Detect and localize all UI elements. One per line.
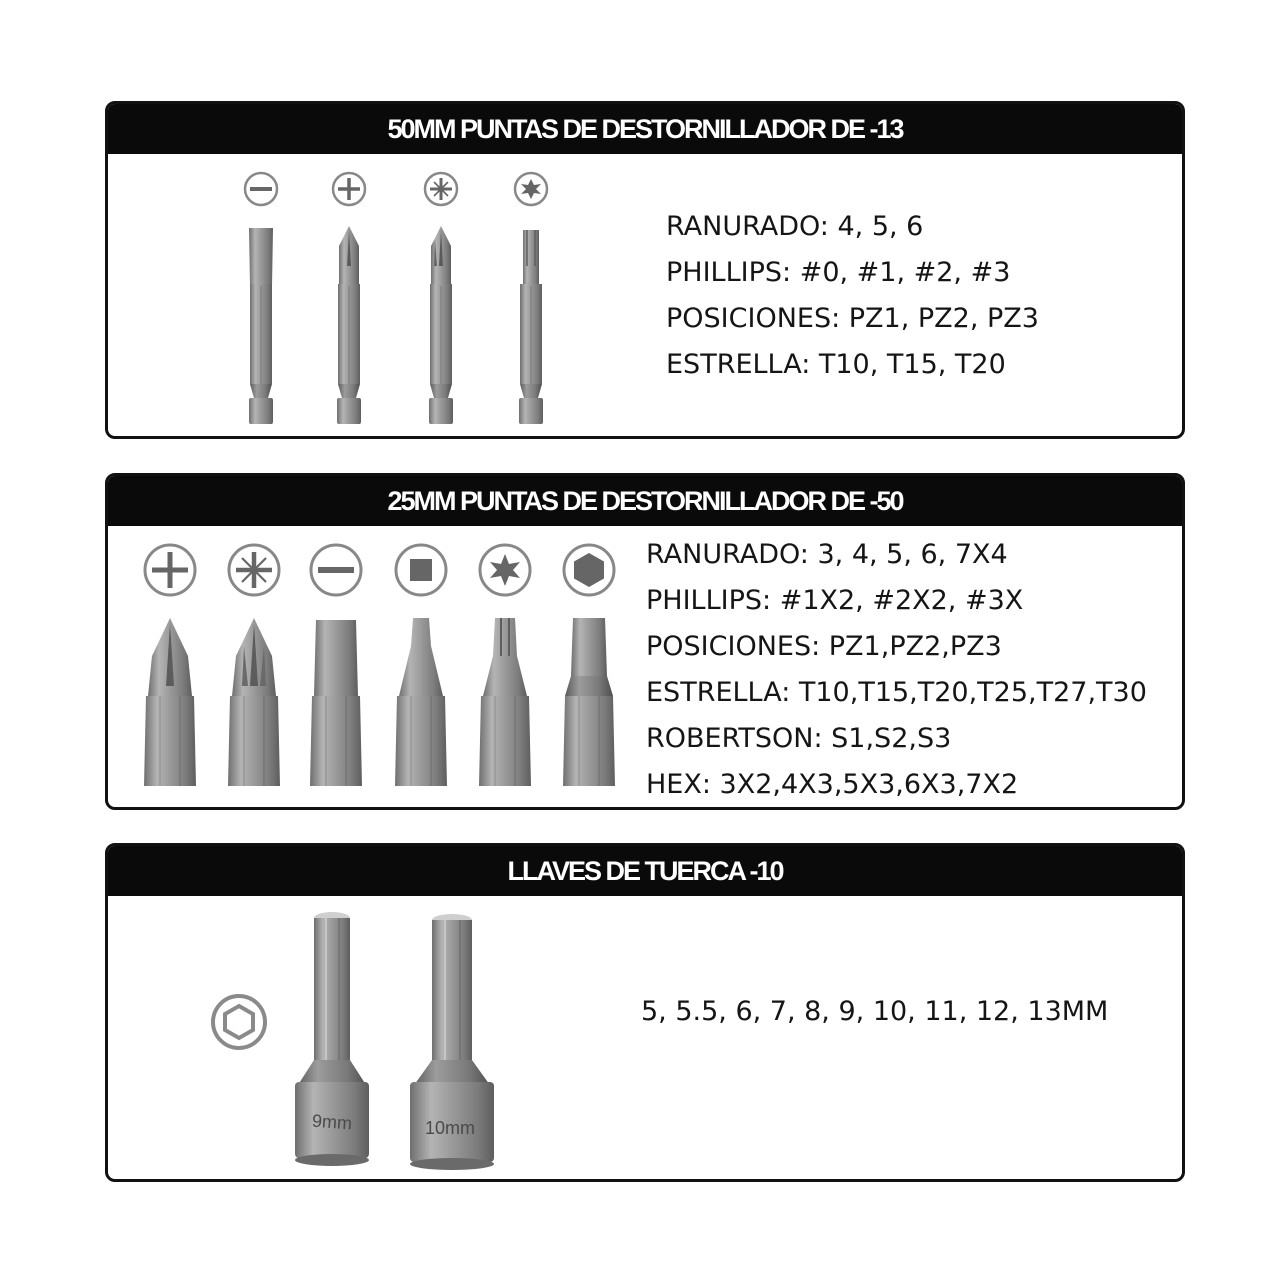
phillips-bit-25mm (140, 616, 200, 796)
pozidriv-icon (226, 542, 282, 598)
spec-line-posiciones: POSICIONES: PZ1, PZ2, PZ3 (666, 303, 1039, 334)
nut-driver-sizes: 5, 5.5, 6, 7, 8, 9, 10, 11, 12, 13MM (641, 996, 1109, 1027)
spec-line-estrella: ESTRELLA: T10,T15,T20,T25,T27,T30 (646, 677, 1147, 708)
torx-icon (513, 171, 549, 207)
spec-line-ranurado: RANURADO: 3, 4, 5, 6, 7X4 (646, 539, 1008, 570)
torx-bit-50mm (511, 226, 551, 426)
spec-line-phillips: PHILLIPS: #0, #1, #2, #3 (666, 257, 1011, 288)
panel-50mm-bits (105, 101, 1185, 439)
spec-line-phillips: PHILLIPS: #1X2, #2X2, #3X (646, 585, 1024, 616)
spec-list (646, 532, 1147, 808)
spec-line-hex: HEX: 3X2,4X3,5X3,6X3,7X2 (646, 769, 1019, 800)
pozidriv-icon (423, 171, 459, 207)
panel-title: LLAVES DE TUERCA -10 (108, 846, 1182, 896)
hex-icon (561, 542, 617, 598)
pozidriv-bit-50mm (421, 226, 461, 426)
hex-nut-icon (210, 993, 268, 1051)
phillips-bit-50mm (329, 226, 369, 426)
slotted-bit-25mm (306, 616, 366, 796)
hex-bit-25mm (559, 616, 619, 796)
spec-line-ranurado: RANURADO: 4, 5, 6 (666, 211, 924, 242)
torx-icon (477, 542, 533, 598)
slotted-icon (243, 171, 279, 207)
nut-driver-9mm (292, 910, 372, 1170)
panel-nut-drivers (105, 843, 1185, 1182)
phillips-icon (331, 171, 367, 207)
nut-driver-label: 9mm (311, 1110, 353, 1134)
spec-line-posiciones: POSICIONES: PZ1,PZ2,PZ3 (646, 631, 1002, 662)
torx-bit-25mm (475, 616, 535, 796)
spec-list (666, 204, 1039, 388)
robertson-bit-25mm (391, 616, 451, 796)
spec-line-estrella: ESTRELLA: T10, T15, T20 (666, 349, 1006, 380)
phillips-icon (142, 542, 198, 598)
spec-line-robertson: ROBERTSON: S1,S2,S3 (646, 723, 952, 754)
square-icon (393, 542, 449, 598)
slotted-bit-50mm (241, 226, 281, 426)
slotted-icon (308, 542, 364, 598)
pozidriv-bit-25mm (224, 616, 284, 796)
nut-driver-10mm (406, 912, 496, 1174)
panel-title: 25MM PUNTAS DE DESTORNILLADOR DE -50 (108, 476, 1182, 526)
panel-title: 50MM PUNTAS DE DESTORNILLADOR DE -13 (108, 104, 1182, 154)
panel-25mm-bits (105, 473, 1185, 810)
nut-driver-label: 10mm (424, 1118, 475, 1138)
